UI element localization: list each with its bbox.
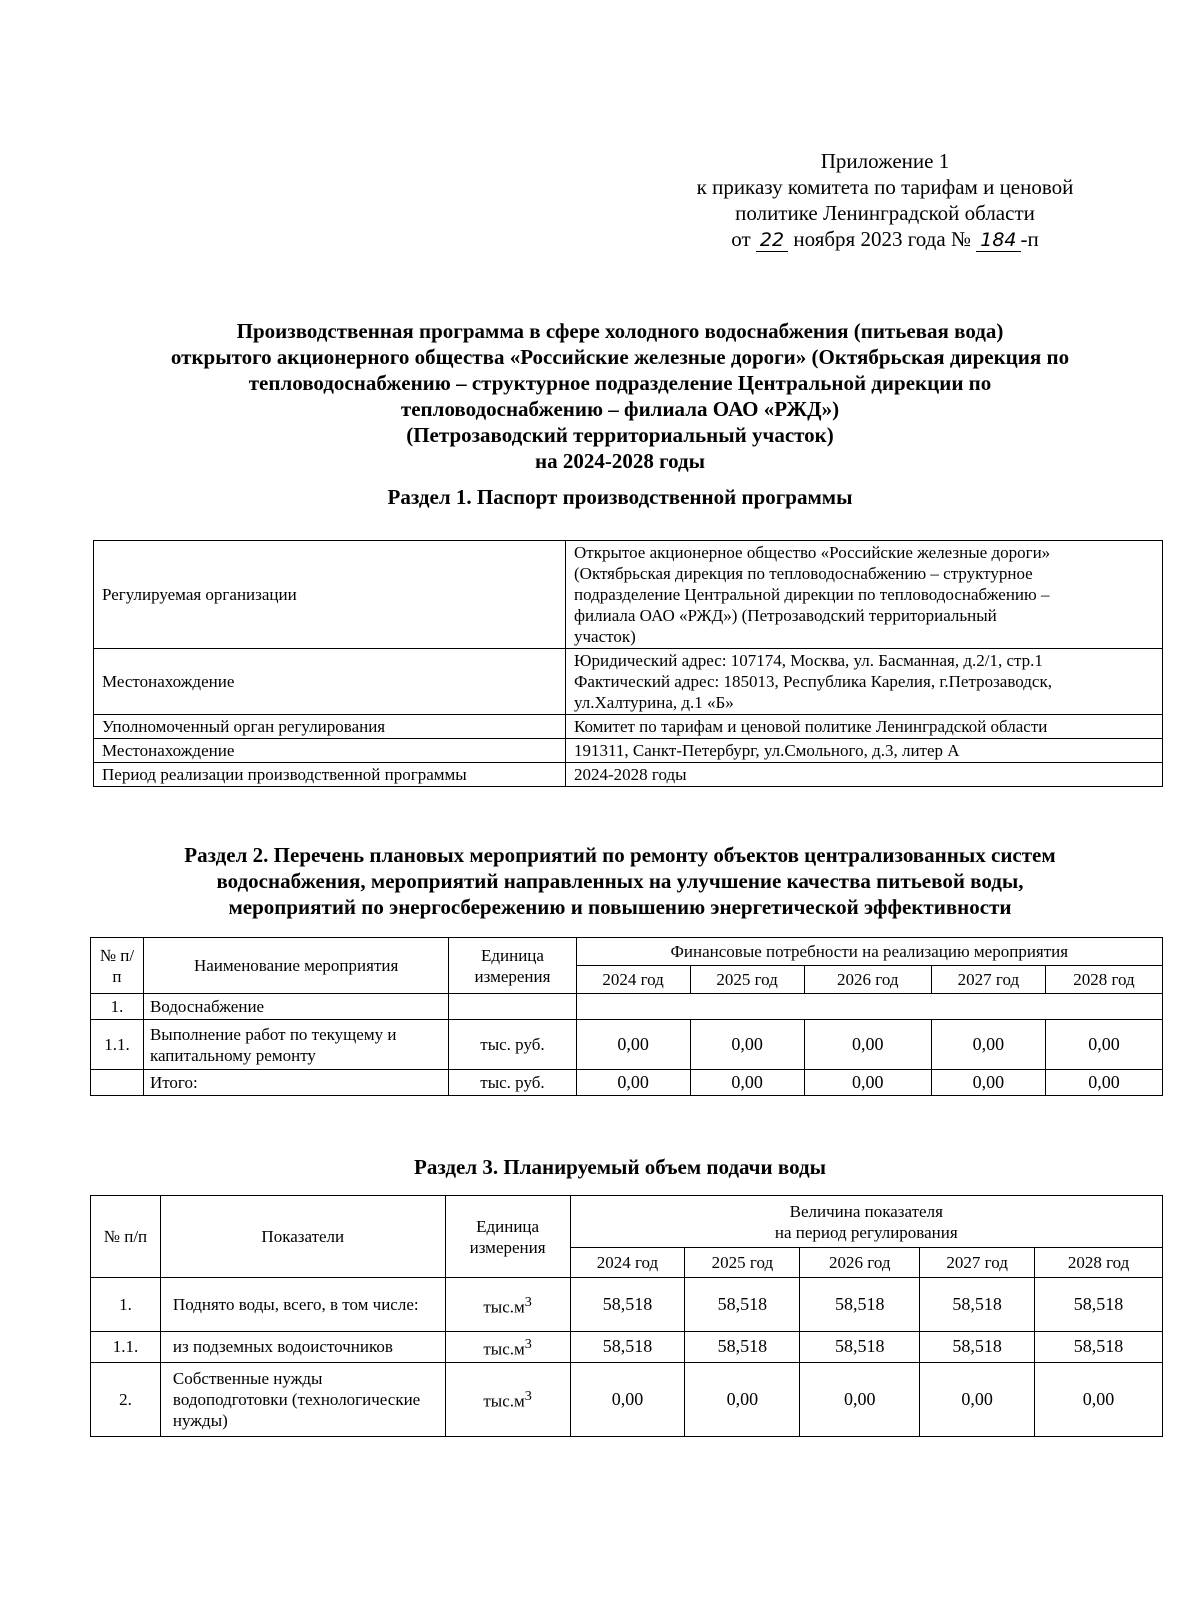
row-value: 0,00	[570, 1362, 685, 1436]
header-line: Величина показателя	[789, 1201, 943, 1221]
row-num: 2.	[91, 1362, 161, 1436]
document-title	[90, 318, 1150, 474]
value-line: ул.Халтурина, д.1 «Б»	[574, 693, 734, 712]
passport-value	[566, 541, 1163, 649]
row-num: 1.	[91, 994, 144, 1020]
col-header-financial: Финансовые потребности на реализацию мероприятия	[576, 938, 1162, 966]
unit-text: тыс.м	[483, 1297, 525, 1317]
row-value: 58,518	[685, 1278, 800, 1332]
col-header-unit: Единица измерения	[449, 938, 576, 994]
row-unit: тыс. руб.	[449, 1020, 576, 1070]
row-value: 58,518	[570, 1278, 685, 1332]
row-value: 0,00	[804, 1020, 931, 1070]
appendix-line-2: к приказу комитета по тарифам и ценовой	[696, 175, 1074, 199]
row-name: Собственные нужды водоподготовки (технологические нужды)	[160, 1362, 445, 1436]
passport-label: Местонахождение	[94, 649, 566, 715]
heading-line: мероприятий по энергосбережению и повышению энергетической эффективности	[228, 895, 1012, 919]
table-row	[94, 715, 1163, 739]
row-values-empty	[576, 994, 1162, 1020]
row-value: 0,00	[931, 1020, 1045, 1070]
passport-label: Период реализации производственной программы	[94, 763, 566, 787]
passport-value: 2024-2028 годы	[566, 763, 1163, 787]
row-value: 0,00	[1035, 1362, 1163, 1436]
section3-heading: Раздел 3. Планируемый объем подачи воды	[414, 1155, 826, 1179]
title-line: на 2024-2028 годы	[534, 449, 706, 473]
table-header-row	[91, 938, 1163, 966]
row-value: 58,518	[920, 1332, 1035, 1363]
row-value: 0,00	[920, 1362, 1035, 1436]
row-value: 0,00	[690, 1020, 804, 1070]
table-row	[94, 763, 1163, 787]
row-value: 58,518	[800, 1332, 920, 1363]
col-header-year: 2027 год	[931, 966, 1045, 994]
row-unit: тыс. руб.	[449, 1070, 576, 1096]
row-unit	[445, 1278, 570, 1332]
table-row	[91, 1332, 1163, 1363]
value-line: Открытое акционерное общество «Российские железные дороги»	[574, 543, 1051, 562]
section1-heading: Раздел 1. Паспорт производственной программы	[387, 485, 853, 509]
row-value: 58,518	[570, 1332, 685, 1363]
title-line: тепловодоснабжению – структурное подразделение Центральной дирекции по	[248, 371, 992, 395]
col-header-year: 2027 год	[920, 1248, 1035, 1278]
table-row	[94, 739, 1163, 763]
order-suffix: -п	[1020, 227, 1039, 251]
row-value: 0,00	[931, 1070, 1045, 1096]
date-middle: ноября 2023 года №	[793, 227, 971, 251]
appendix-line-3: политике Ленинградской области	[735, 201, 1035, 225]
row-value: 0,00	[576, 1020, 690, 1070]
table-row	[91, 1278, 1163, 1332]
table-row	[91, 1070, 1163, 1096]
row-num: 1.1.	[91, 1332, 161, 1363]
passport-value: 191311, Санкт-Петербург, ул.Смольного, д.3, литер А	[566, 739, 1163, 763]
table-row	[91, 1362, 1163, 1436]
table-header-row	[91, 1196, 1163, 1248]
heading-line: водоснабжения, мероприятий направленных на улучшение качества питьевой воды,	[216, 869, 1024, 893]
passport-label: Уполномоченный орган регулирования	[94, 715, 566, 739]
row-value: 58,518	[1035, 1278, 1163, 1332]
appendix-line-1: Приложение 1	[820, 149, 950, 173]
water-supply-table	[90, 1195, 1163, 1437]
col-header-value	[570, 1196, 1162, 1248]
row-value: 58,518	[800, 1278, 920, 1332]
row-unit	[445, 1362, 570, 1436]
order-number-handwritten: 184	[976, 229, 1020, 252]
col-header-year: 2024 год	[576, 966, 690, 994]
row-name: Выполнение работ по текущему и капитальному ремонту	[143, 1020, 448, 1070]
row-value: 0,00	[1045, 1020, 1162, 1070]
col-header-year: 2026 год	[804, 966, 931, 994]
table-row	[94, 541, 1163, 649]
row-name: Поднято воды, всего, в том числе:	[160, 1278, 445, 1332]
date-prefix: от	[731, 227, 751, 251]
row-value: 58,518	[1035, 1332, 1163, 1363]
col-header-year: 2024 год	[570, 1248, 685, 1278]
unit-text: тыс.м	[483, 1391, 525, 1411]
row-num	[91, 1070, 144, 1096]
passport-value: Комитет по тарифам и ценовой политике Ленинградской области	[566, 715, 1163, 739]
row-value: 0,00	[804, 1070, 931, 1096]
row-value: 0,00	[685, 1362, 800, 1436]
value-line: (Октябрьская дирекция по тепловодоснабжению – структурное	[574, 564, 1033, 583]
col-header-year: 2026 год	[800, 1248, 920, 1278]
passport-label: Местонахождение	[94, 739, 566, 763]
unit-text: тыс.м	[483, 1339, 525, 1359]
unit-superscript: 3	[524, 1388, 532, 1405]
title-line: (Петрозаводский территориальный участок)	[406, 423, 834, 447]
table-row	[94, 649, 1163, 715]
row-name: Водоснабжение	[143, 994, 448, 1020]
row-unit	[445, 1332, 570, 1363]
row-num: 1.1.	[91, 1020, 144, 1070]
row-unit	[449, 994, 576, 1020]
table-row	[91, 994, 1163, 1020]
title-line: Производственная программа в сфере холодного водоснабжения (питьевая вода)	[236, 319, 1004, 343]
row-value: 58,518	[685, 1332, 800, 1363]
value-line: Юридический адрес: 107174, Москва, ул. Басманная, д.2/1, стр.1	[574, 651, 1043, 670]
row-value: 0,00	[1045, 1070, 1162, 1096]
row-num: 1.	[91, 1278, 161, 1332]
appendix-date-line	[650, 226, 1120, 253]
title-line: тепловодоснабжению – филиала ОАО «РЖД»)	[400, 397, 840, 421]
col-header-name: Наименование мероприятия	[143, 938, 448, 994]
section2-heading	[90, 842, 1150, 920]
title-line: открытого акционерного общества «Российские железные дороги» (Октябрьская дирекция по	[170, 345, 1070, 369]
value-line: Фактический адрес: 185013, Республика Карелия, г.Петрозаводск,	[574, 672, 1052, 691]
appendix-block	[650, 148, 1120, 253]
col-header-unit: Единица измерения	[445, 1196, 570, 1278]
col-header-num: № п/п	[91, 1196, 161, 1278]
unit-superscript: 3	[524, 1336, 532, 1352]
unit-superscript: 3	[524, 1293, 532, 1310]
table-row	[91, 1020, 1163, 1070]
value-line: подразделение Центральной дирекции по тепловодоснабжению –	[574, 585, 1050, 604]
heading-line: Раздел 2. Перечень плановых мероприятий по ремонту объектов централизованных систем	[184, 843, 1056, 867]
col-header-year: 2028 год	[1035, 1248, 1163, 1278]
measures-table	[90, 937, 1163, 1096]
passport-label: Регулируемая организации	[94, 541, 566, 649]
row-value: 0,00	[690, 1070, 804, 1096]
header-line: на период регулирования	[774, 1222, 958, 1242]
row-value: 0,00	[576, 1070, 690, 1096]
date-day-handwritten: 22	[756, 229, 788, 252]
row-value: 0,00	[800, 1362, 920, 1436]
value-line: участок)	[574, 627, 636, 646]
value-line: филиала ОАО «РЖД») (Петрозаводский территориальный	[574, 606, 997, 625]
col-header-year: 2025 год	[685, 1248, 800, 1278]
row-name: из подземных водоисточников	[160, 1332, 445, 1363]
col-header-num: № п/п	[91, 938, 144, 994]
passport-value	[566, 649, 1163, 715]
col-header-year: 2025 год	[690, 966, 804, 994]
col-header-name: Показатели	[160, 1196, 445, 1278]
passport-table	[93, 540, 1163, 787]
row-name: Итого:	[143, 1070, 448, 1096]
row-value: 58,518	[920, 1278, 1035, 1332]
col-header-year: 2028 год	[1045, 966, 1162, 994]
